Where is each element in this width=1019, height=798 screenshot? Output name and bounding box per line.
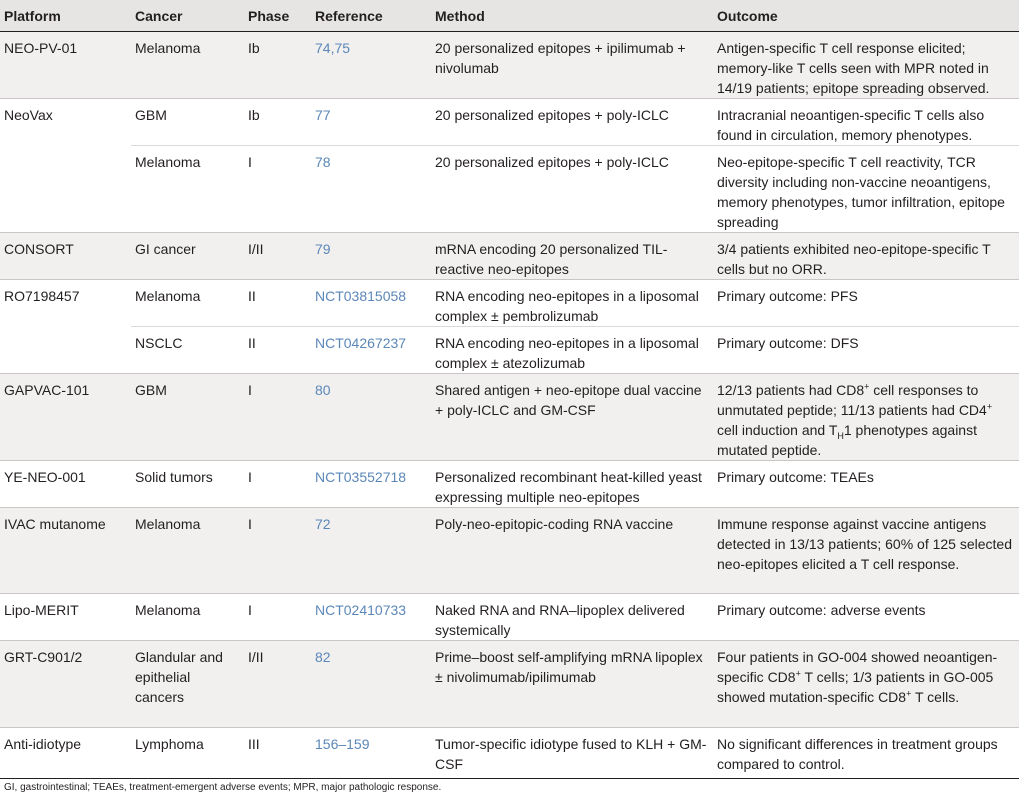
cell-method: 20 personalized epitopes + poly-ICLC <box>431 99 713 146</box>
cell-phase: I <box>244 594 311 641</box>
table-row <box>0 32 1019 99</box>
cell-cancer: Solid tumors <box>131 461 244 508</box>
header-cancer: Cancer <box>131 0 244 32</box>
cell-phase: I <box>244 461 311 508</box>
cell-cancer: Lymphoma <box>131 728 244 775</box>
cell-phase: Ib <box>244 32 311 99</box>
cell-platform: IVAC mutanome <box>0 508 131 594</box>
cell-cancer: Melanoma <box>131 508 244 594</box>
cell-cancer: Melanoma <box>131 146 244 233</box>
table-row <box>0 99 1019 146</box>
cell-method: Prime–boost self-amplifying mRNA lipoplex ± nivolimumab/ipilimumab <box>431 641 713 728</box>
cell-phase: I <box>244 508 311 594</box>
table-row <box>0 594 1019 641</box>
cell-outcome: Four patients in GO-004 showed neoantigen-specific CD8+ T cells; 1/3 patients in GO-005 showed mutation-specific CD8+ T cells. <box>713 641 1019 728</box>
cell-method: Poly-neo-epitopic-coding RNA vaccine <box>431 508 713 594</box>
header-reference: Reference <box>311 0 431 32</box>
table-row <box>0 146 1019 233</box>
cell-outcome: Neo-epitope-specific T cell reactivity, TCR diversity including non-vaccine neoantigens, memory phenotypes, tumor infiltration, epitope spreading <box>713 146 1019 233</box>
cell-platform: CONSORT <box>0 233 131 280</box>
cell-method: RNA encoding neo-epitopes in a liposomal complex ± atezolizumab <box>431 327 713 374</box>
cell-platform: NeoVax <box>0 99 131 146</box>
cell-platform: GAPVAC-101 <box>0 374 131 461</box>
table-footnote: GI, gastrointestinal; TEAEs, treatment-emergent adverse events; MPR, major pathologic response. <box>0 778 1019 798</box>
header-method: Method <box>431 0 713 32</box>
cell-cancer: GBM <box>131 374 244 461</box>
cell-platform: Lipo-MERIT <box>0 594 131 641</box>
cell-method: 20 personalized epitopes + ipilimumab + nivolumab <box>431 32 713 99</box>
cell-platform: NEO-PV-01 <box>0 32 131 99</box>
table-row <box>0 280 1019 327</box>
cell-platform: GRT-C901/2 <box>0 641 131 728</box>
cell-outcome: Primary outcome: adverse events <box>713 594 1019 641</box>
header-outcome: Outcome <box>713 0 1019 32</box>
header-phase: Phase <box>244 0 311 32</box>
cell-phase: I <box>244 374 311 461</box>
cell-cancer: Melanoma <box>131 32 244 99</box>
cell-method: 20 personalized epitopes + poly-ICLC <box>431 146 713 233</box>
cell-outcome: Immune response against vaccine antigens detected in 13/13 patients; 60% of 125 selected neo-epitopes elicited a T cell response. <box>713 508 1019 594</box>
cell-outcome: Antigen-specific T cell response elicited; memory-like T cells seen with MPR noted in 14/19 patients; epitope spreading observed. <box>713 32 1019 99</box>
cell-outcome: 3/4 patients exhibited neo-epitope-specific T cells but no ORR. <box>713 233 1019 280</box>
cell-method: RNA encoding neo-epitopes in a liposomal complex ± pembrolizumab <box>431 280 713 327</box>
cell-platform <box>0 327 131 374</box>
cell-cancer: Melanoma <box>131 594 244 641</box>
table-row <box>0 327 1019 374</box>
cell-platform <box>0 146 131 233</box>
cell-outcome: 12/13 patients had CD8+ cell responses to unmutated peptide; 11/13 patients had CD4+ cell induction and $T_H1$ phenotypes against mutated peptide. <box>713 374 1019 461</box>
cell-reference-link[interactable]: NCT04267237 <box>311 327 431 374</box>
cell-reference-link[interactable]: 72 <box>311 508 431 594</box>
table-row <box>0 461 1019 508</box>
cell-phase: Ib <box>244 99 311 146</box>
cell-reference-link[interactable]: 77 <box>311 99 431 146</box>
cell-phase: I/II <box>244 641 311 728</box>
cell-phase: I/II <box>244 233 311 280</box>
cell-cancer: NSCLC <box>131 327 244 374</box>
cell-reference-link[interactable]: 156–159 <box>311 728 431 775</box>
header-platform: Platform <box>0 0 131 32</box>
cell-phase: II <box>244 327 311 374</box>
cell-cancer: GBM <box>131 99 244 146</box>
cell-method: Naked RNA and RNA–lipoplex delivered systemically <box>431 594 713 641</box>
cell-reference-link[interactable]: 78 <box>311 146 431 233</box>
cell-outcome: Primary outcome: TEAEs <box>713 461 1019 508</box>
cell-method: Shared antigen + neo-epitope dual vaccine + poly-ICLC and GM-CSF <box>431 374 713 461</box>
cell-cancer: Glandular and epithelial cancers <box>131 641 244 728</box>
cell-outcome: Intracranial neoantigen-specific T cells also found in circulation, memory phenotypes. <box>713 99 1019 146</box>
cell-method: Tumor-specific idiotype fused to KLH + GM-CSF <box>431 728 713 775</box>
cell-cancer: GI cancer <box>131 233 244 280</box>
table-row <box>0 374 1019 461</box>
cell-reference-link[interactable]: NCT03552718 <box>311 461 431 508</box>
cell-platform: YE-NEO-001 <box>0 461 131 508</box>
cell-outcome: Primary outcome: PFS <box>713 280 1019 327</box>
cell-cancer: Melanoma <box>131 280 244 327</box>
table-row <box>0 641 1019 728</box>
cell-platform: Anti-idiotype <box>0 728 131 775</box>
table-row <box>0 508 1019 594</box>
cell-reference-link[interactable]: 79 <box>311 233 431 280</box>
table-header-row <box>0 0 1019 32</box>
cell-phase: II <box>244 280 311 327</box>
cell-method: mRNA encoding 20 personalized TIL-reactive neo-epitopes <box>431 233 713 280</box>
table-row <box>0 233 1019 280</box>
cell-reference-link[interactable]: NCT03815058 <box>311 280 431 327</box>
cell-reference-link[interactable]: 80 <box>311 374 431 461</box>
cell-reference-link[interactable]: 82 <box>311 641 431 728</box>
cell-phase: I <box>244 146 311 233</box>
cell-phase: III <box>244 728 311 775</box>
table-row <box>0 728 1019 775</box>
cell-method: Personalized recombinant heat-killed yeast expressing multiple neo-epitopes <box>431 461 713 508</box>
cell-platform: RO7198457 <box>0 280 131 327</box>
cell-reference-link[interactable]: 74,75 <box>311 32 431 99</box>
cell-reference-link[interactable]: NCT02410733 <box>311 594 431 641</box>
cell-outcome: Primary outcome: DFS <box>713 327 1019 374</box>
cell-outcome: No significant differences in treatment groups compared to control. <box>713 728 1019 775</box>
